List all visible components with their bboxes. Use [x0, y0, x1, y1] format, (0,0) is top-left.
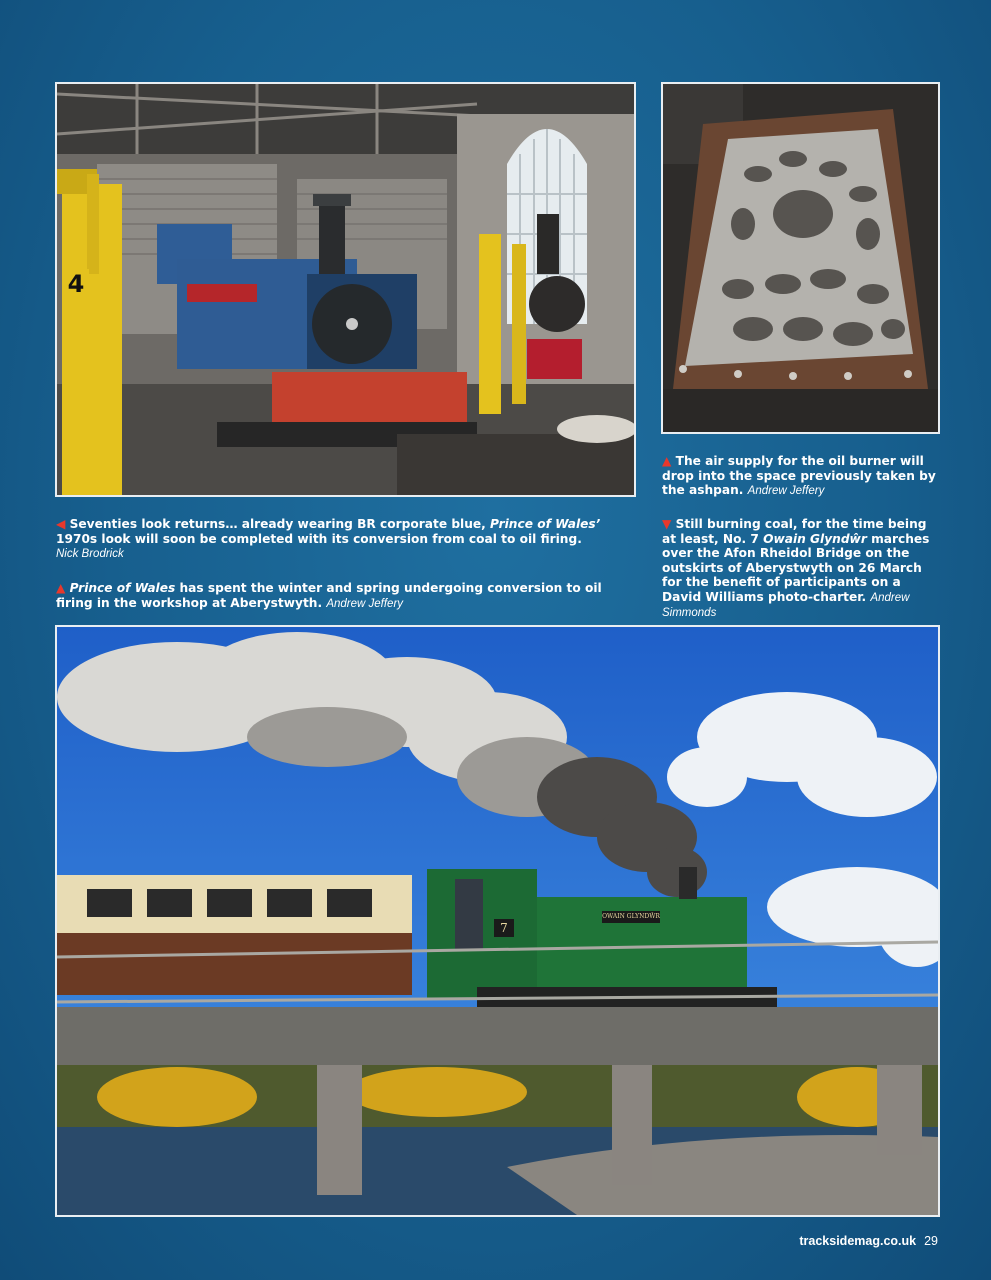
website-url: tracksidemag.co.uk: [799, 1234, 917, 1248]
bay-number-sign: 4: [63, 269, 89, 299]
photo-credit: Andrew Jeffery: [326, 597, 404, 610]
caption-text: has spent the winter and spring undergoing conversion to oil firing in the workshop at Aberystwyth.: [56, 581, 602, 610]
caption-winter-conversion: [56, 581, 641, 611]
caption-arrow-up: ▲: [56, 581, 66, 595]
caption-text: Still burning coal, for the time being at least, No. 7: [662, 517, 927, 546]
photo-credit: Andrew Simmonds: [662, 591, 910, 619]
caption-loco-name: Owain Glyndŵr: [763, 531, 867, 546]
page-number: 29: [924, 1234, 938, 1248]
loco-number-plate: 7: [494, 919, 514, 937]
caption-arrow-up: ▲: [662, 454, 672, 468]
caption-arrow-down: ▼: [662, 517, 672, 531]
caption-seventies-look: [56, 517, 641, 562]
caption-loco-name: Prince of Wales: [69, 581, 176, 595]
caption-oil-burner: [662, 454, 944, 499]
page-footer: [799, 1234, 938, 1248]
bridge-photo: [55, 625, 940, 1217]
caption-text: The air supply for the oil burner will drop into the space previously taken by the ashpan.: [662, 454, 936, 497]
caption-arrow-left: ◀: [56, 517, 66, 531]
loco-nameplate: OWAIN GLYNDŴR: [602, 911, 660, 923]
caption-text: Seventies look returns… already wearing BR corporate blue,: [69, 517, 491, 531]
caption-still-burning-coal: [662, 517, 944, 621]
oil-burner-photo: [661, 82, 940, 434]
photo-credit: Andrew Jeffery: [747, 485, 825, 497]
photo-credit: Nick Brodrick: [56, 548, 124, 560]
caption-text: 1970s look will soon be completed with its conversion from coal to oil firing.: [56, 531, 582, 546]
caption-text: marches over the Afon Rheidol Bridge on the outskirts of Aberystwyth on 26 March for the benefit of participants on a David Williams photo-charter.: [662, 531, 930, 604]
caption-loco-name: Prince of Wales’: [490, 517, 601, 531]
workshop-photo: [55, 82, 636, 497]
